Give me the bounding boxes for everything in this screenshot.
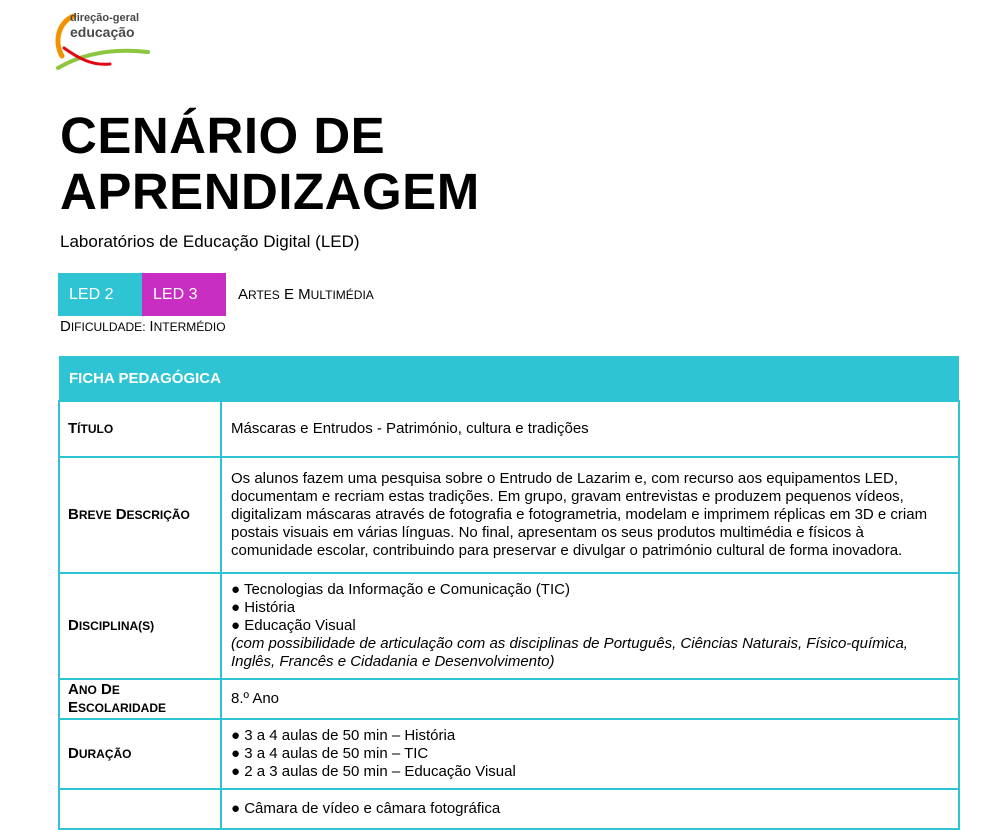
- table-row: [59, 679, 959, 719]
- tag-led3: LED 3: [142, 273, 226, 316]
- table-row: [59, 457, 959, 573]
- page-subtitle: Laboratórios de Educação Digital (LED): [60, 232, 360, 251]
- logo-line2: educação: [70, 24, 135, 40]
- table-row: [59, 401, 959, 457]
- row-value-disciplinas: [221, 573, 959, 679]
- list-item: ● 2 a 3 aulas de 50 min – Educação Visual: [231, 763, 516, 780]
- led-tags: [58, 273, 374, 316]
- table-header: FICHA PEDAGÓGICA: [59, 356, 959, 401]
- table-row: [59, 719, 959, 789]
- difficulty-value: INTERMÉDIO: [149, 318, 226, 335]
- list-item: ● 3 a 4 aulas de 50 min – TIC: [231, 745, 429, 762]
- table-row: [59, 789, 959, 829]
- row-value-ano: 8.º Ano: [221, 679, 959, 719]
- difficulty-label: DIFICULDADE:: [60, 318, 146, 335]
- row-value-descricao: Os alunos fazem uma pesquisa sobre o Entrudo de Lazarim e, com recurso aos equipamentos LED, documentam e recriam estas tradições. Em grupo, gravam entrevistas e produzem pequenos vídeos, digitalizam máscaras através de fotografia e fotogrametria, modelam e imprimem réplicas em 3D e criam postais visuais em várias línguas. No final, apresentam os seus produtos multimédia e físicos à comunidade escolar, contribuindo para preservar e divulgar o património cultural de forma inovadora.: [221, 457, 959, 573]
- disciplinas-note: (com possibilidade de articulação com as disciplinas de Português, Ciências Naturais, Físico-química, Inglês, Francês e Cidadania e Desenvolvimento): [231, 635, 908, 670]
- row-value-duracao: [221, 719, 959, 789]
- row-label-ano: ANO DE ESCOLARIDADE: [59, 679, 221, 719]
- list-item: ● Câmara de vídeo e câmara fotográfica: [231, 800, 501, 817]
- list-item: ● Tecnologias da Informação e Comunicação (TIC): [231, 581, 570, 598]
- row-value-recursos: [221, 789, 959, 829]
- subject-area: [226, 273, 374, 316]
- tag-led2: LED 2: [58, 273, 142, 316]
- row-label-recursos: [59, 789, 221, 829]
- row-label-disciplinas: DISCIPLINA(S): [59, 573, 221, 679]
- row-label-duracao: DURAÇÃO: [59, 719, 221, 789]
- row-label-descricao: BREVE DESCRIÇÃO: [59, 457, 221, 573]
- table-header-row: [59, 356, 959, 401]
- row-label-titulo: TÍTULO: [59, 401, 221, 457]
- table-row: [59, 573, 959, 679]
- list-item: ● História: [231, 599, 296, 616]
- ficha-pedagogica-table: [58, 356, 960, 830]
- title-line2: APRENDIZAGEM: [60, 163, 480, 220]
- page-title: [60, 108, 480, 220]
- subject-area-label: ARTES E MULTIMÉDIA: [238, 286, 374, 303]
- difficulty: [60, 318, 226, 335]
- list-item: ● 3 a 4 aulas de 50 min – História: [231, 727, 456, 744]
- row-value-titulo: Máscaras e Entrudos - Património, cultura e tradições: [221, 401, 959, 457]
- list-item: ● Educação Visual: [231, 617, 356, 634]
- logo-line1: direção-geral: [70, 12, 140, 24]
- title-line1: CENÁRIO DE: [60, 107, 386, 164]
